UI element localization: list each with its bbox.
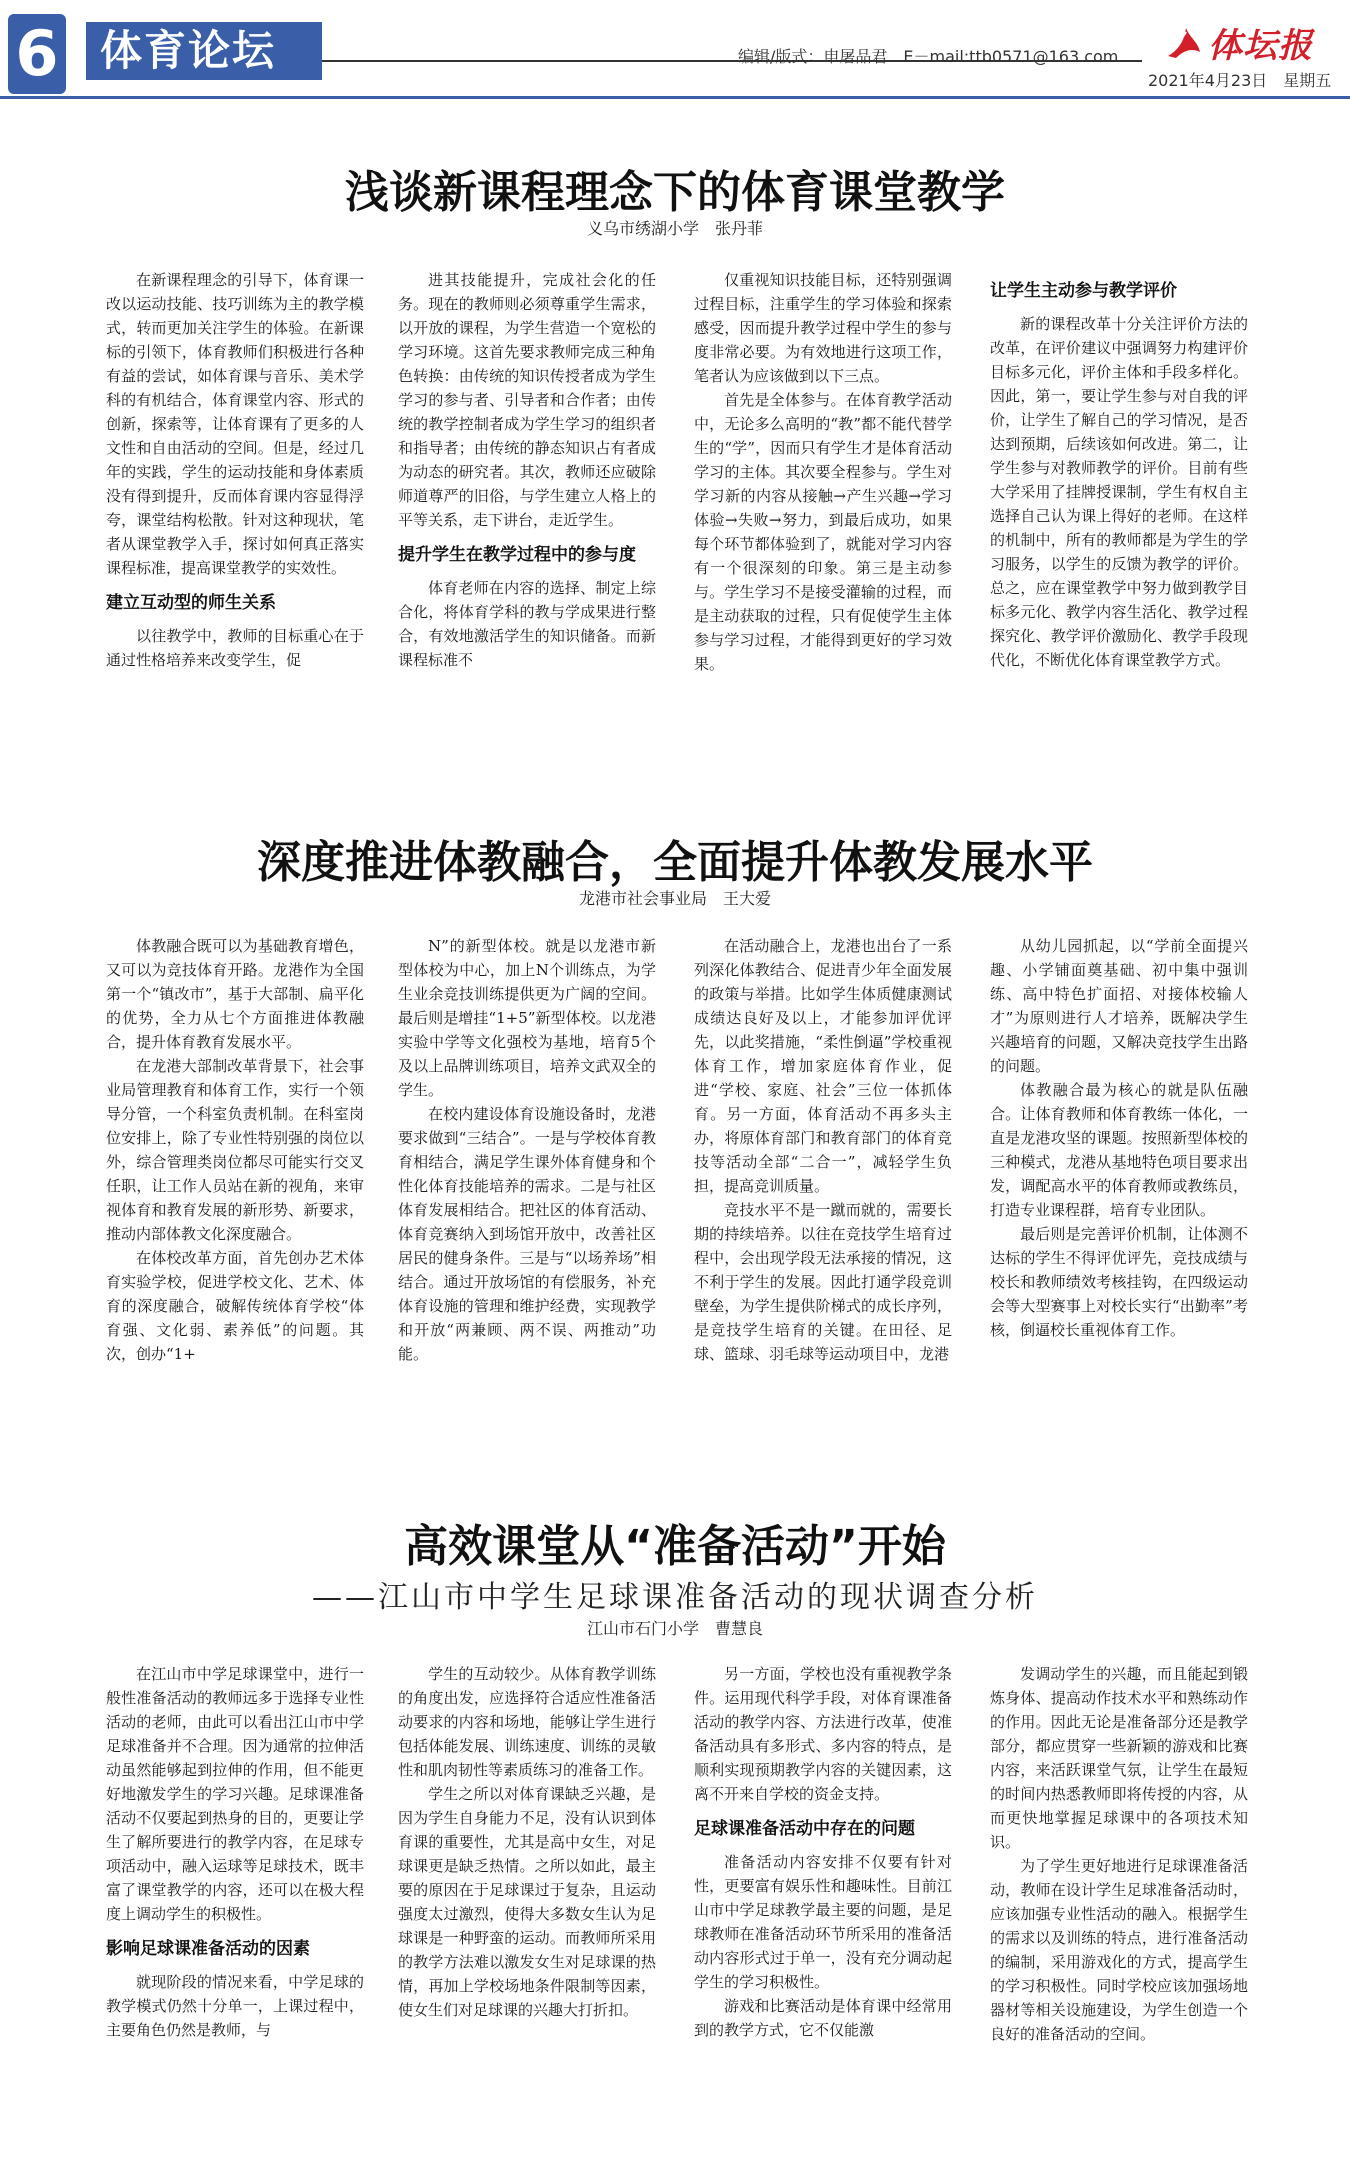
section-heading: 提升学生在教学过程中的参与度: [398, 545, 636, 565]
newspaper-logo: [1164, 18, 1346, 66]
paragraph: 进其技能提升，完成社会化的任务。现在的教师则必须尊重学生需求，以开放的课程，为学生营造一个宽松的学习环境。这首先要求教师完成三种角色转换：由传统的知识传授者成为学生学习的参与者、引导者和合作者；由传统的教学控制者成为学生学习的组织者和指导者；由传统的静态知识占有者成为动态的研究者。其次，教师还应破除师道尊严的旧俗，与学生建立人格上的平等关系，走下讲台，走近学生。: [398, 271, 656, 529]
paragraph: 仅重视知识技能目标，还特别强调过程目标，注重学生的学习体验和探索感受，因而提升教学过程中学生的参与度非常必要。为有效地进行这项工作，笔者认为应该做到以下三点。: [694, 271, 952, 385]
header-underline: [0, 96, 1350, 99]
article-1-column-1: [106, 268, 364, 784]
section-title: 体育论坛: [86, 22, 322, 80]
paragraph: 学生之所以对体育课缺乏兴趣，是因为学生自身能力不足，没有认识到体育课的重要性，尤其是高中女生，对足球课更是缺乏热情。之所以如此，最主要的原因在于足球课过于复杂，且运动强度太过激烈，使得大多数女生认为足球课是一种野蛮的运动。而教师所采用的教学方法难以激发女生对足球课的热情，再加上学校场地条件限制等因素，使女生们对足球课的兴趣大打折扣。: [398, 1785, 656, 2019]
paragraph: 在校内建设体育设施设备时，龙港要求做到“三结合”。一是与学校体育教育相结合，满足学生课外体育健身和个性化体育技能培养的需求。二是与社区体育发展相结合。把社区的体育活动、体育竞赛纳入到场馆开放中，改善社区居民的健身条件。三是与“以场养场”相结合。通过开放场馆的有偿服务，补充体育设施的管理和维护经费，实现教学和开放“两兼顾、两不误、两推动”功能。: [398, 1105, 656, 1363]
article-3-subtitle: ——江山市中学生足球课准备活动的现状调查分析: [312, 1580, 1038, 1615]
article-2-column-3: [694, 934, 952, 1430]
logo-text: 体坛报: [1208, 26, 1313, 66]
paragraph: N”的新型体校。就是以龙港市新型体校为中心，加上N个训练点，为学生业余竞技训练提供更为广阔的空间。最后则是增挂“1+5”新型体校。以龙港实验中学等文化强校为基地，培育5个及以上品牌训练项目，培养文武双全的学生。: [398, 937, 656, 1099]
article-3-column-1: [106, 1662, 364, 2148]
section-heading: 足球课准备活动中存在的问题: [694, 1819, 915, 1839]
paragraph: 体教融合既可以为基础教育增色，又可以为竞技体育开路。龙港作为全国第一个“镇改市”，基于大部制、扁平化的优势，全力从七个方面推进体教融合，提升体育教育发展水平。: [106, 937, 364, 1051]
paragraph: 以往教学中，教师的目标重心在于通过性格培养来改变学生，促: [106, 627, 364, 669]
page-header: [0, 0, 1350, 108]
article-1-byline: 义乌市绣湖小学 张丹菲: [586, 219, 763, 238]
article-1-column-3: [694, 268, 952, 784]
article-2-column-2: [398, 934, 656, 1430]
paragraph: 竞技水平不是一蹴而就的，需要长期的持续培养。以往在竞技学生培育过程中，会出现学段无法承接的情况，这不利于学生的发展。因此打通学段竞训壁垒，为学生提供阶梯式的成长序列，是竞技学生培育的关键。在田径、足球、篮球、羽毛球等运动项目中，龙港: [694, 1201, 952, 1363]
section-heading: 建立互动型的师生关系: [106, 593, 276, 613]
paragraph: 在江山市中学足球课堂中，进行一般性准备活动的教师远多于选择专业性活动的老师，由此可以看出江山市中学足球准备并不合理。因为通常的拉伸活动虽然能够起到拉伸的作用，但不能更好地激发学生的学习兴趣。足球课准备活动不仅要起到热身的目的，更要让学生了解所要进行的教学内容，在足球专项活动中，融入运球等足球技术，既丰富了课堂教学的内容，还可以在极大程度上调动学生的积极性。: [106, 1665, 364, 1923]
editor-line: 编辑/版式：申屠品君 E－mail:ttb0571@163.com: [738, 47, 1119, 66]
article-2-column-1: [106, 934, 364, 1430]
article-1-column-4: [990, 268, 1248, 784]
paragraph: 为了学生更好地进行足球课准备活动，教师在设计学生足球准备活动时，应该加强专业性活动的融入。根据学生的需求以及训练的特点，进行准备活动的编制，采用游戏化的方式，提高学生的学习积极性。同时学校应该加强场地器材等相关设施建设，为学生创造一个良好的准备活动的空间。: [990, 1857, 1248, 2043]
article-2-title: 深度推进体教融合，全面提升体教发展水平: [257, 837, 1093, 888]
paragraph: 就现阶段的情况来看，中学足球的教学模式仍然十分单一，上课过程中，主要角色仍然是教师，与: [106, 1973, 364, 2039]
paragraph: 游戏和比赛活动是体育课中经常用到的教学方式，它不仅能激: [694, 1997, 952, 2039]
paragraph: 学生的互动较少。从体育教学训练的角度出发，应选择符合适应性准备活动要求的内容和场地，能够让学生进行包括体能发展、训练速度、训练的灵敏性和肌肉韧性等素质练习的准备工作。: [398, 1665, 656, 1779]
red-torch-logo-icon: [1164, 22, 1204, 69]
paragraph: 在新课程理念的引导下，体育课一改以运动技能、技巧训练为主的教学模式，转而更加关注学生的体验。在新课标的引领下，体育教师们积极进行各种有益的尝试，如体育课与音乐、美术学科的有机结合，体育课堂内容、形式的创新，探索等，让体育课有了更多的人文性和自由活动的空间。但是，经过几年的实践，学生的运动技能和身体素质没有得到提升，反而体育课内容显得浮夸，课堂结构松散。针对这种现状，笔者从课堂教学入手，探讨如何真正落实课程标准，提高课堂教学的实效性。: [106, 271, 364, 577]
paragraph: 新的课程改革十分关注评价方法的改革，在评价建议中强调努力构建评价目标多元化，评价主体和手段多样化。因此，第一，要让学生参与对自我的评价，让学生了解自己的学习情况，是否达到预期，后续该如何改进。第二，让学生参与对教师教学的评价。目前有些大学采用了挂牌授课制，学生有权自主选择自己认为课上得好的老师。在这样的机制中，所有的教师都是为学生的学习服务，以学生的反馈为教学的评价。总之，应在课堂教学中努力做到教学目标多元化、教学内容生活化、教学过程探究化、教学评价激励化、教学手段现代化，不断优化体育课堂教学方式。: [990, 315, 1248, 669]
paragraph: 体教融合最为核心的就是队伍融合。让体育教师和体育教练一体化，一直是龙港攻坚的课题。按照新型体校的三种模式，龙港从基地特色项目要求出发，调配高水平的体育教师或教练员，打造专业课程群，培育专业团队。: [990, 1081, 1248, 1219]
article-3-column-2: [398, 1662, 656, 2148]
article-1-column-2: [398, 268, 656, 784]
article-3-title: 高效课堂从“准备活动”开始: [404, 1521, 946, 1572]
article-3-column-3: [694, 1662, 952, 2148]
paragraph: 准备活动内容安排不仅要有针对性，更要富有娱乐性和趣味性。目前江山市中学足球教学最主要的问题，是足球教师在准备活动环节所采用的准备活动内容形式过于单一，没有充分调动起学生的学习积极性。: [694, 1853, 952, 1991]
article-2-column-4: [990, 934, 1248, 1430]
paragraph: 最后则是完善评价机制，让体测不达标的学生不得评优评先，竞技成绩与校长和教师绩效考核挂钩，在四级运动会等大型赛事上对校长实行“出勤率”考核，倒逼校长重视体育工作。: [990, 1225, 1248, 1339]
page-number: 6: [8, 14, 66, 94]
paragraph: 在体校改革方面，首先创办艺术体育实验学校，促进学校文化、艺术、体育的深度融合，破解传统体育学校“体育强、文化弱、素养低”的问题。其次，创办“1+: [106, 1249, 364, 1363]
article-3-byline: 江山市石门小学 曹慧良: [586, 1619, 763, 1638]
paragraph: 从幼儿园抓起，以“学前全面提兴趣、小学铺面奠基础、初中集中强训练、高中特色扩面招、对接体校输人才”为原则进行人才培养，既解决学生兴趣培育的问题，又解决竞技学生出路的问题。: [990, 937, 1248, 1075]
paragraph: 在活动融合上，龙港也出台了一系列深化体教结合、促进青少年全面发展的政策与举措。比如学生体质健康测试成绩达良好及以上，才能参加评优评先，以此奖措施，“柔性倒逼”学校重视体育工作，增加家庭体育作业，促进“学校、家庭、社会”三位一体抓体育。另一方面，体育活动不再多头主办，将原体育部门和教育部门的体育竞技等活动全部“二合一”，减轻学生负担，提高竞训质量。: [694, 937, 952, 1195]
paragraph: 在龙港大部制改革背景下，社会事业局管理教育和体育工作，实行一个领导分管，一个科室负责机制。在科室岗位安排上，除了专业性特别强的岗位以外，综合管理类岗位都尽可能实行交叉任职，让工作人员站在新的视角，来审视体育和教育发展的新形势、新要求，推动内部体教文化深度融合。: [106, 1057, 364, 1243]
article-3-column-4: [990, 1662, 1248, 2148]
issue-date: 2021年4月23日 星期五: [1148, 71, 1332, 90]
paragraph: 首先是全体参与。在体育教学活动中，无论多么高明的“教”都不能代替学生的“学”，因而只有学生才是体育活动学习的主体。其次要全程参与。学生对学习新的内容从接触→产生兴趣→学习体验→失败→努力，到最后成功，如果每个环节都体验到了，就能对学习内容有一个很深刻的印象。第三是主动参与。学生学习不是接受灌输的过程，而是主动获取的过程，只有促使学生主体参与学习过程，才能得到更好的学习效果。: [694, 391, 952, 673]
article-1-title: 浅谈新课程理念下的体育课堂教学: [345, 167, 1005, 218]
paragraph: 发调动学生的兴趣，而且能起到锻炼身体、提高动作技术水平和熟练动作的作用。因此无论是准备部分还是教学部分，都应贯穿一些新颖的游戏和比赛内容，来活跃课堂气氛，让学生在最短的时间内热悉教师即将传授的内容，从而更快地掌握足球课中的各项技术知识。: [990, 1665, 1248, 1851]
article-2-byline: 龙港市社会事业局 王大爱: [578, 889, 771, 908]
section-heading: 影响足球课准备活动的因素: [106, 1939, 310, 1959]
section-heading: 让学生主动参与教学评价: [990, 281, 1177, 301]
paragraph: 另一方面，学校也没有重视教学条件。运用现代科学手段，对体育课准备活动的教学内容、方法进行改革，使准备活动具有多形式、多内容的特点，是顺利实现预期教学内容的关键因素，这离不开来自学校的资金支持。: [694, 1665, 952, 1803]
paragraph: 体育老师在内容的选择、制定上综合化，将体育学科的教与学成果进行整合，有效地激活学生的知识储备。而新课程标准不: [398, 579, 656, 669]
